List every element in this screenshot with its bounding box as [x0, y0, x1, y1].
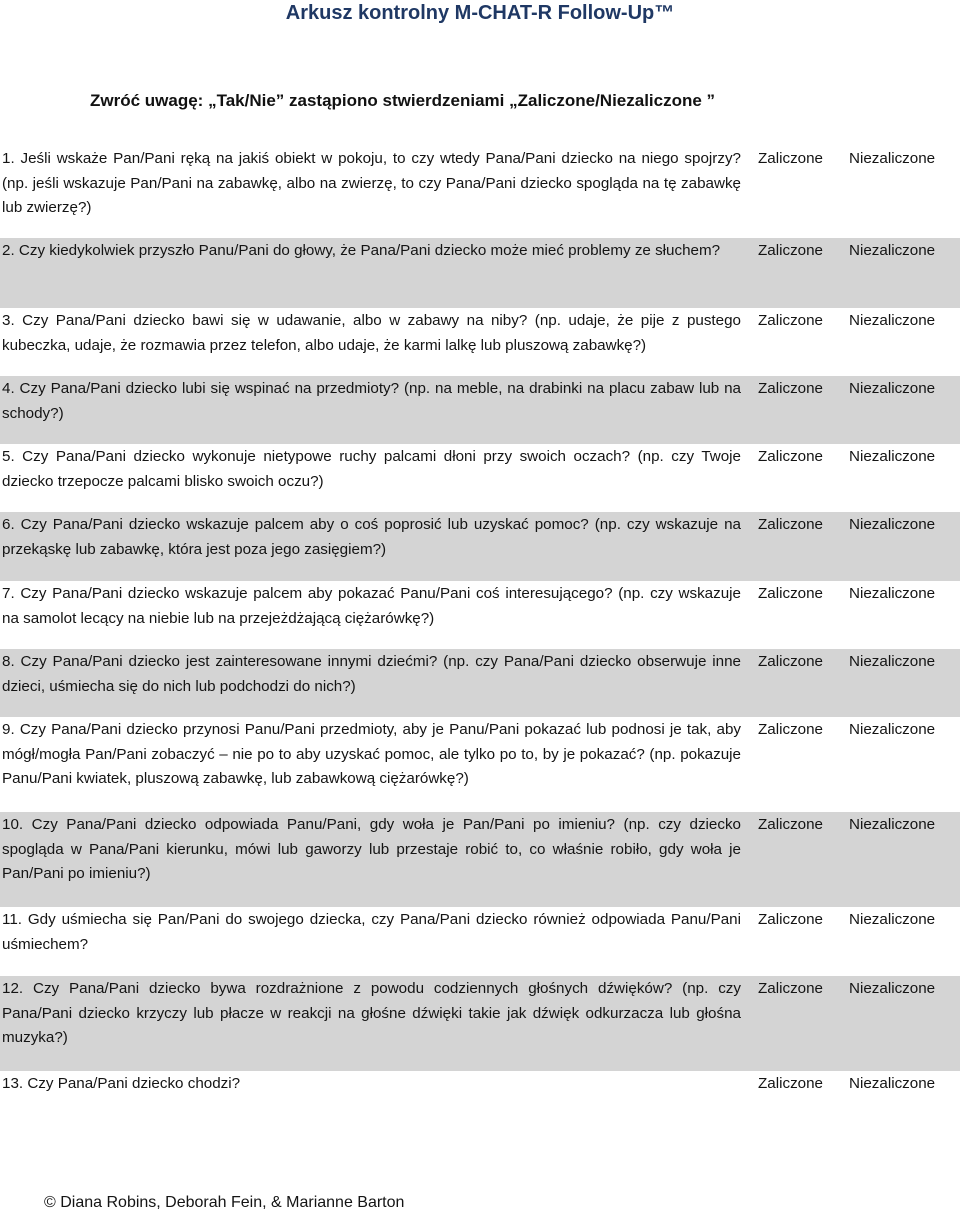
fail-option[interactable]: Niezaliczone: [849, 980, 936, 997]
pass-option[interactable]: Zaliczone: [758, 721, 823, 738]
pass-option[interactable]: Zaliczone: [758, 980, 823, 997]
question-text: 3. Czy Pana/Pani dziecko bawi się w udawanie, albo w zabawy na niby? (np. udaje, że pije z pustego kubeczka, udaje, że rozmawia przez telefon, albo udaje, że karmi lalkę lub pluszową zabawkę?): [2, 312, 741, 354]
pass-option[interactable]: Zaliczone: [758, 653, 823, 670]
checklist-table: [0, 146, 960, 1101]
question-text: 10. Czy Pana/Pani dziecko odpowiada Panu/Pani, gdy woła je Pan/Pani po imieniu? (np. czy dziecko spogląda w Pana/Pani kierunku, mówi lub gaworzy lub przestaje robić to, co właśnie robiło, gdy woła je Pan/Pani po imieniu?): [2, 816, 741, 883]
question-text: 1. Jeśli wskaże Pan/Pani ręką na jakiś obiekt w pokoju, to czy wtedy Pana/Pani dziecko na niego spojrzy? (np. jeśli wskazuje Pan/Pani na zabawkę, albo na zwierzę, to czy Pana/Pani dziecko spogląda na tę zabawkę lub zwierzę?): [2, 150, 741, 217]
question-text: 8. Czy Pana/Pani dziecko jest zainteresowane innymi dziećmi? (np. czy Pana/Pani dziecko obserwuje inne dzieci, uśmiecha się do nich lub podchodzi do nich?): [2, 653, 741, 695]
question-row: [0, 146, 960, 238]
fail-option[interactable]: Niezaliczone: [849, 242, 936, 259]
pass-option[interactable]: Zaliczone: [758, 380, 823, 397]
question-text: 7. Czy Pana/Pani dziecko wskazuje palcem aby pokazać Panu/Pani coś interesującego? (np. czy wskazuje na samolot lecący na niebie lub na przejeżdżającą ciężarówkę?): [2, 585, 741, 627]
question-text: 5. Czy Pana/Pani dziecko wykonuje nietypowe ruchy palcami dłoni przy swoich oczach? (np. czy Twoje dziecko trzepocze palcami blisko swoich oczu?): [2, 448, 741, 490]
pass-option[interactable]: Zaliczone: [758, 312, 823, 329]
pass-option[interactable]: Zaliczone: [758, 911, 823, 928]
fail-option[interactable]: Niezaliczone: [849, 516, 936, 533]
copyright-footer: © Diana Robins, Deborah Fein, & Marianne Barton: [44, 1194, 405, 1211]
pass-option[interactable]: Zaliczone: [758, 448, 823, 465]
question-row: [0, 649, 960, 717]
question-text: 11. Gdy uśmiecha się Pan/Pani do swojego dziecka, czy Pana/Pani dziecko również odpowiada Panu/Pani uśmiechem?: [2, 911, 741, 953]
question-row: [0, 907, 960, 976]
pass-option[interactable]: Zaliczone: [758, 150, 823, 167]
notice-text: Zwróć uwagę: „Tak/Nie” zastąpiono stwierdzeniami „Zaliczone/Niezaliczone ”: [90, 91, 716, 110]
question-text: 12. Czy Pana/Pani dziecko bywa rozdrażnione z powodu codziennych głośnych dźwięków? (np. czy Pana/Pani dziecko krzyczy lub płacze w reakcji na głośne dźwięki takie jak dźwięk odkurzacza lub głośna muzyka?): [2, 980, 741, 1047]
question-row: [0, 717, 960, 812]
fail-option[interactable]: Niezaliczone: [849, 1075, 936, 1092]
pass-option[interactable]: Zaliczone: [758, 1075, 823, 1092]
question-row: [0, 238, 960, 308]
pass-option[interactable]: Zaliczone: [758, 242, 823, 259]
fail-option[interactable]: Niezaliczone: [849, 312, 936, 329]
question-row: [0, 376, 960, 444]
question-text: 6. Czy Pana/Pani dziecko wskazuje palcem aby o coś poprosić lub uzyskać pomoc? (np. czy wskazuje na przekąskę lub zabawkę, która jest poza jego zasięgiem?): [2, 516, 741, 558]
pass-option[interactable]: Zaliczone: [758, 816, 823, 833]
fail-option[interactable]: Niezaliczone: [849, 816, 936, 833]
fail-option[interactable]: Niezaliczone: [849, 380, 936, 397]
question-text: 9. Czy Pana/Pani dziecko przynosi Panu/Pani przedmioty, aby je Panu/Pani pokazać lub podnosi je tak, aby mógł/mogła Pan/Pani zobaczyć – nie po to aby uzyskać pomoc, ale tylko po to, by je pokazać? (np. pokazuje Panu/Pani kwiatek, pluszową zabawkę, lub zabawkową ciężarówkę?): [2, 721, 741, 788]
question-row: [0, 308, 960, 376]
question-text: 13. Czy Pana/Pani dziecko chodzi?: [2, 1075, 241, 1092]
question-text: 4. Czy Pana/Pani dziecko lubi się wspinać na przedmioty? (np. na meble, na drabinki na placu zabaw lub na schody?): [2, 380, 741, 422]
page-title: Arkusz kontrolny M-CHAT-R Follow-Up™: [285, 2, 675, 24]
question-row: [0, 444, 960, 512]
question-row: [0, 512, 960, 581]
fail-option[interactable]: Niezaliczone: [849, 911, 936, 928]
fail-option[interactable]: Niezaliczone: [849, 448, 936, 465]
question-row: [0, 812, 960, 907]
fail-option[interactable]: Niezaliczone: [849, 653, 936, 670]
question-row: [0, 1071, 960, 1101]
fail-option[interactable]: Niezaliczone: [849, 585, 936, 602]
fail-option[interactable]: Niezaliczone: [849, 150, 936, 167]
fail-option[interactable]: Niezaliczone: [849, 721, 936, 738]
question-row: [0, 581, 960, 649]
question-text: 2. Czy kiedykolwiek przyszło Panu/Pani do głowy, że Pana/Pani dziecko może mieć problemy ze słuchem?: [2, 242, 721, 259]
pass-option[interactable]: Zaliczone: [758, 516, 823, 533]
question-row: [0, 976, 960, 1071]
pass-option[interactable]: Zaliczone: [758, 585, 823, 602]
